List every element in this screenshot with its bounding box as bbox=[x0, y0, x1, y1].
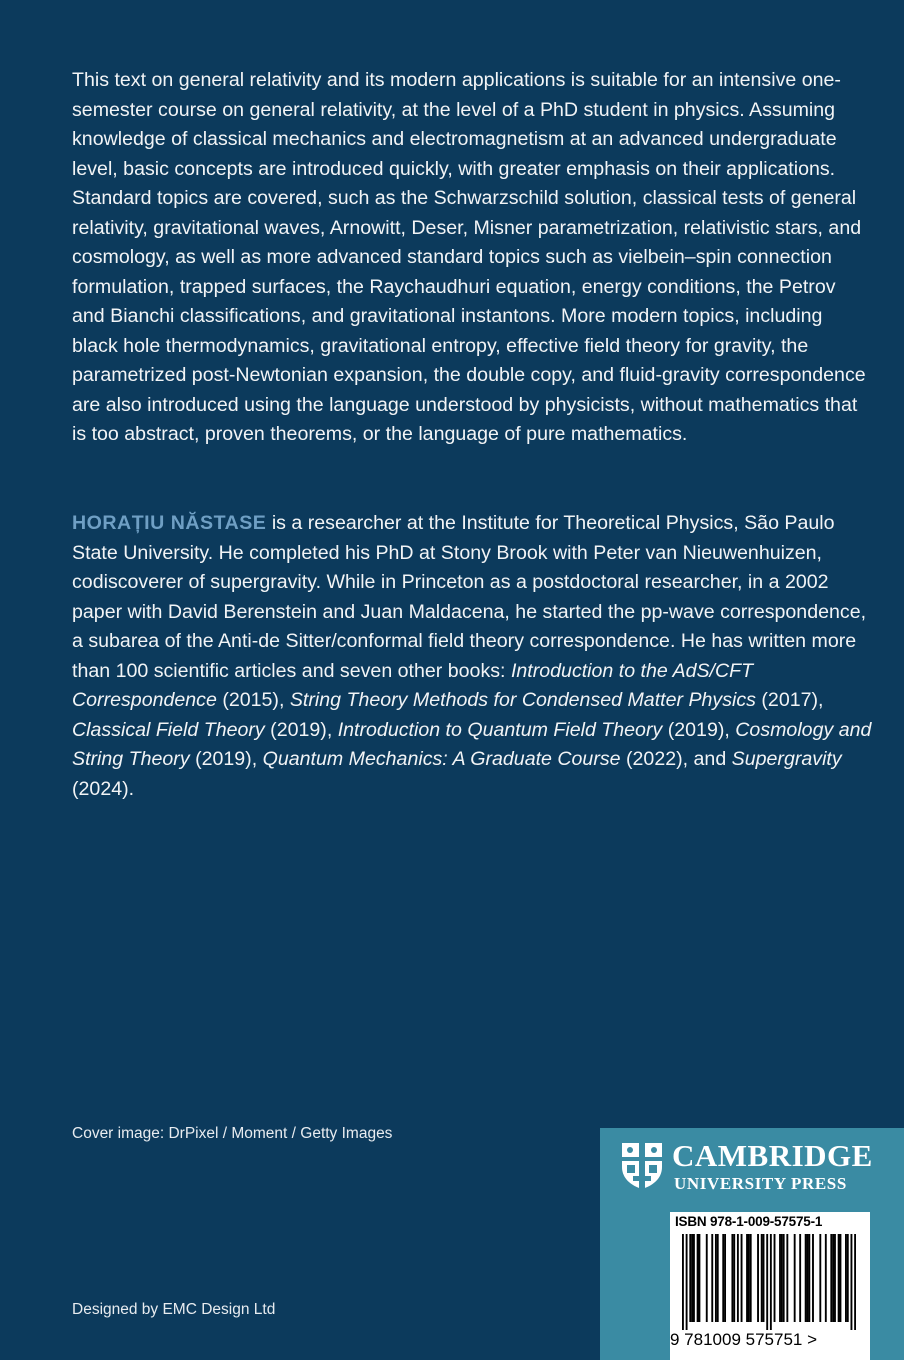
cambridge-shield-icon bbox=[620, 1141, 664, 1191]
barcode-bar bbox=[722, 1234, 724, 1322]
barcode-bar bbox=[698, 1234, 700, 1322]
publisher-subtitle: UNIVERSITY PRESS bbox=[674, 1174, 847, 1193]
barcode-bar bbox=[805, 1234, 807, 1322]
book-year: (2024). bbox=[72, 777, 135, 800]
book-blurb: This text on general relativity and its modern applications is suitable for an intensive one-semester course on general relativity, at the level of a PhD student in physics. Assuming knowledge of classical mechanics and electromagnetism at an advanced undergraduate level, basic concepts are introduced quickly, with greater emphasis on their applications. Standard topics are covered, such as the Schwarzschild solution, classical tests of general relativity, gravitational waves, Arnowitt, Deser, Misner parametrization, relativistic stars, and cosmology, as well as more advanced standard topics such as vielbein–spin connection formulation, trapped surfaces, the Raychaudhuri equation, energy conditions, the Petrov and Bianchi classifications, and gravitational instantons. More modern topics, including black hole thermodynamics, gravitational entropy, effective field theory for gravity, the parametrized post-Newtonian expansion, the double copy, and fluid-gravity correspondence are also introduced using the language understood by physicists, without mathematics that is too abstract, proven theorems, or the language of pure mathematics. bbox=[72, 69, 866, 445]
barcode-bar bbox=[794, 1234, 796, 1322]
book-title: String Theory Methods for Condensed Matter Physics bbox=[289, 689, 756, 711]
barcode-bar bbox=[774, 1234, 776, 1322]
author-bio bbox=[72, 509, 872, 804]
book-year: (2015), bbox=[216, 689, 290, 711]
barcode-bar bbox=[686, 1234, 688, 1330]
barcode-bar bbox=[763, 1234, 765, 1322]
barcode-bar bbox=[825, 1234, 827, 1322]
barcode-bar bbox=[748, 1234, 750, 1322]
barcode-bar bbox=[766, 1234, 768, 1330]
barcode-bar bbox=[783, 1234, 785, 1322]
publisher-name: CAMBRIDGE bbox=[672, 1138, 873, 1173]
barcode-bar bbox=[746, 1234, 748, 1322]
barcode-bar bbox=[807, 1234, 809, 1322]
barcode-bar bbox=[724, 1234, 726, 1322]
barcode-bar bbox=[697, 1234, 699, 1322]
design-credit: Designed by EMC Design Ltd bbox=[72, 1301, 276, 1318]
barcode-bar bbox=[689, 1234, 691, 1322]
barcode-image bbox=[682, 1234, 856, 1330]
barcode-bar bbox=[717, 1234, 719, 1322]
barcode-bar bbox=[711, 1234, 713, 1322]
barcode-bar bbox=[731, 1234, 733, 1322]
barcode-panel bbox=[670, 1212, 870, 1360]
publisher-block bbox=[600, 1128, 904, 1360]
barcode-bar bbox=[741, 1234, 743, 1322]
barcode-bar bbox=[832, 1234, 834, 1322]
barcode-bar bbox=[770, 1234, 772, 1330]
barcode-bar bbox=[847, 1234, 849, 1322]
barcode-bar bbox=[761, 1234, 763, 1322]
barcode-bar bbox=[750, 1234, 752, 1322]
book-year: (2022), and bbox=[620, 748, 732, 770]
barcode-bar bbox=[808, 1234, 810, 1322]
barcode-bar bbox=[733, 1234, 735, 1322]
book-title: Introduction to the AdS/CFT Correspondence bbox=[72, 659, 754, 711]
book-year: (2019), bbox=[189, 748, 263, 770]
cover-image-credit: Cover image: DrPixel / Moment / Getty Images bbox=[72, 1125, 393, 1142]
barcode-bar bbox=[737, 1234, 739, 1322]
book-year: (2017), bbox=[755, 689, 824, 711]
barcode-bar bbox=[840, 1234, 842, 1322]
isbn-label: ISBN 978-1-009-57575-1 bbox=[675, 1214, 823, 1229]
barcode-bar bbox=[693, 1234, 695, 1322]
barcode-bar bbox=[838, 1234, 840, 1322]
book-title: Cosmology and String Theory bbox=[72, 718, 872, 770]
barcode-bar bbox=[819, 1234, 821, 1322]
barcode-bar bbox=[830, 1234, 832, 1322]
barcode-bar bbox=[706, 1234, 708, 1322]
barcode-bar bbox=[781, 1234, 783, 1322]
book-title: Supergravity bbox=[731, 748, 842, 770]
barcode-bar bbox=[845, 1234, 847, 1322]
barcode-bar bbox=[854, 1234, 856, 1330]
book-year: (2019), bbox=[264, 718, 338, 741]
book-title: Introduction to Quantum Field Theory bbox=[337, 718, 663, 741]
barcode-bar bbox=[779, 1234, 781, 1322]
barcode-bar bbox=[851, 1234, 853, 1330]
book-title: Classical Field Theory bbox=[72, 718, 265, 741]
barcode-bar bbox=[691, 1234, 693, 1322]
barcode-bar bbox=[682, 1234, 684, 1330]
book-title: Quantum Mechanics: A Graduate Course bbox=[262, 748, 621, 770]
barcode-bar bbox=[812, 1234, 814, 1322]
book-year: (2019), bbox=[662, 718, 736, 741]
barcode-bar bbox=[799, 1234, 801, 1322]
barcode-bar bbox=[786, 1234, 788, 1322]
bio-text: is a researcher at the Institute for Theoretical Physics, São Paulo State University. He completed his PhD at Stony Brook with Peter van Nieuwenhuizen, codiscoverer of supergravity. While in Princeton as a postdoctoral researcher, in a 2002 paper with David Berenstein and Juan Maldacena, he started the pp-wave correspondence, a subarea of the Anti-de Sitter/conformal field theory correspondence. He has written more than 100 scientific articles and seven other books: bbox=[72, 512, 867, 682]
barcode-bar bbox=[834, 1234, 836, 1322]
barcode-bar bbox=[757, 1234, 759, 1322]
barcode-bar bbox=[715, 1234, 717, 1322]
author-name: HORAȚIU NĂSTASE bbox=[72, 512, 267, 534]
barcode-digits: 9 781009 575751 > bbox=[670, 1330, 818, 1349]
